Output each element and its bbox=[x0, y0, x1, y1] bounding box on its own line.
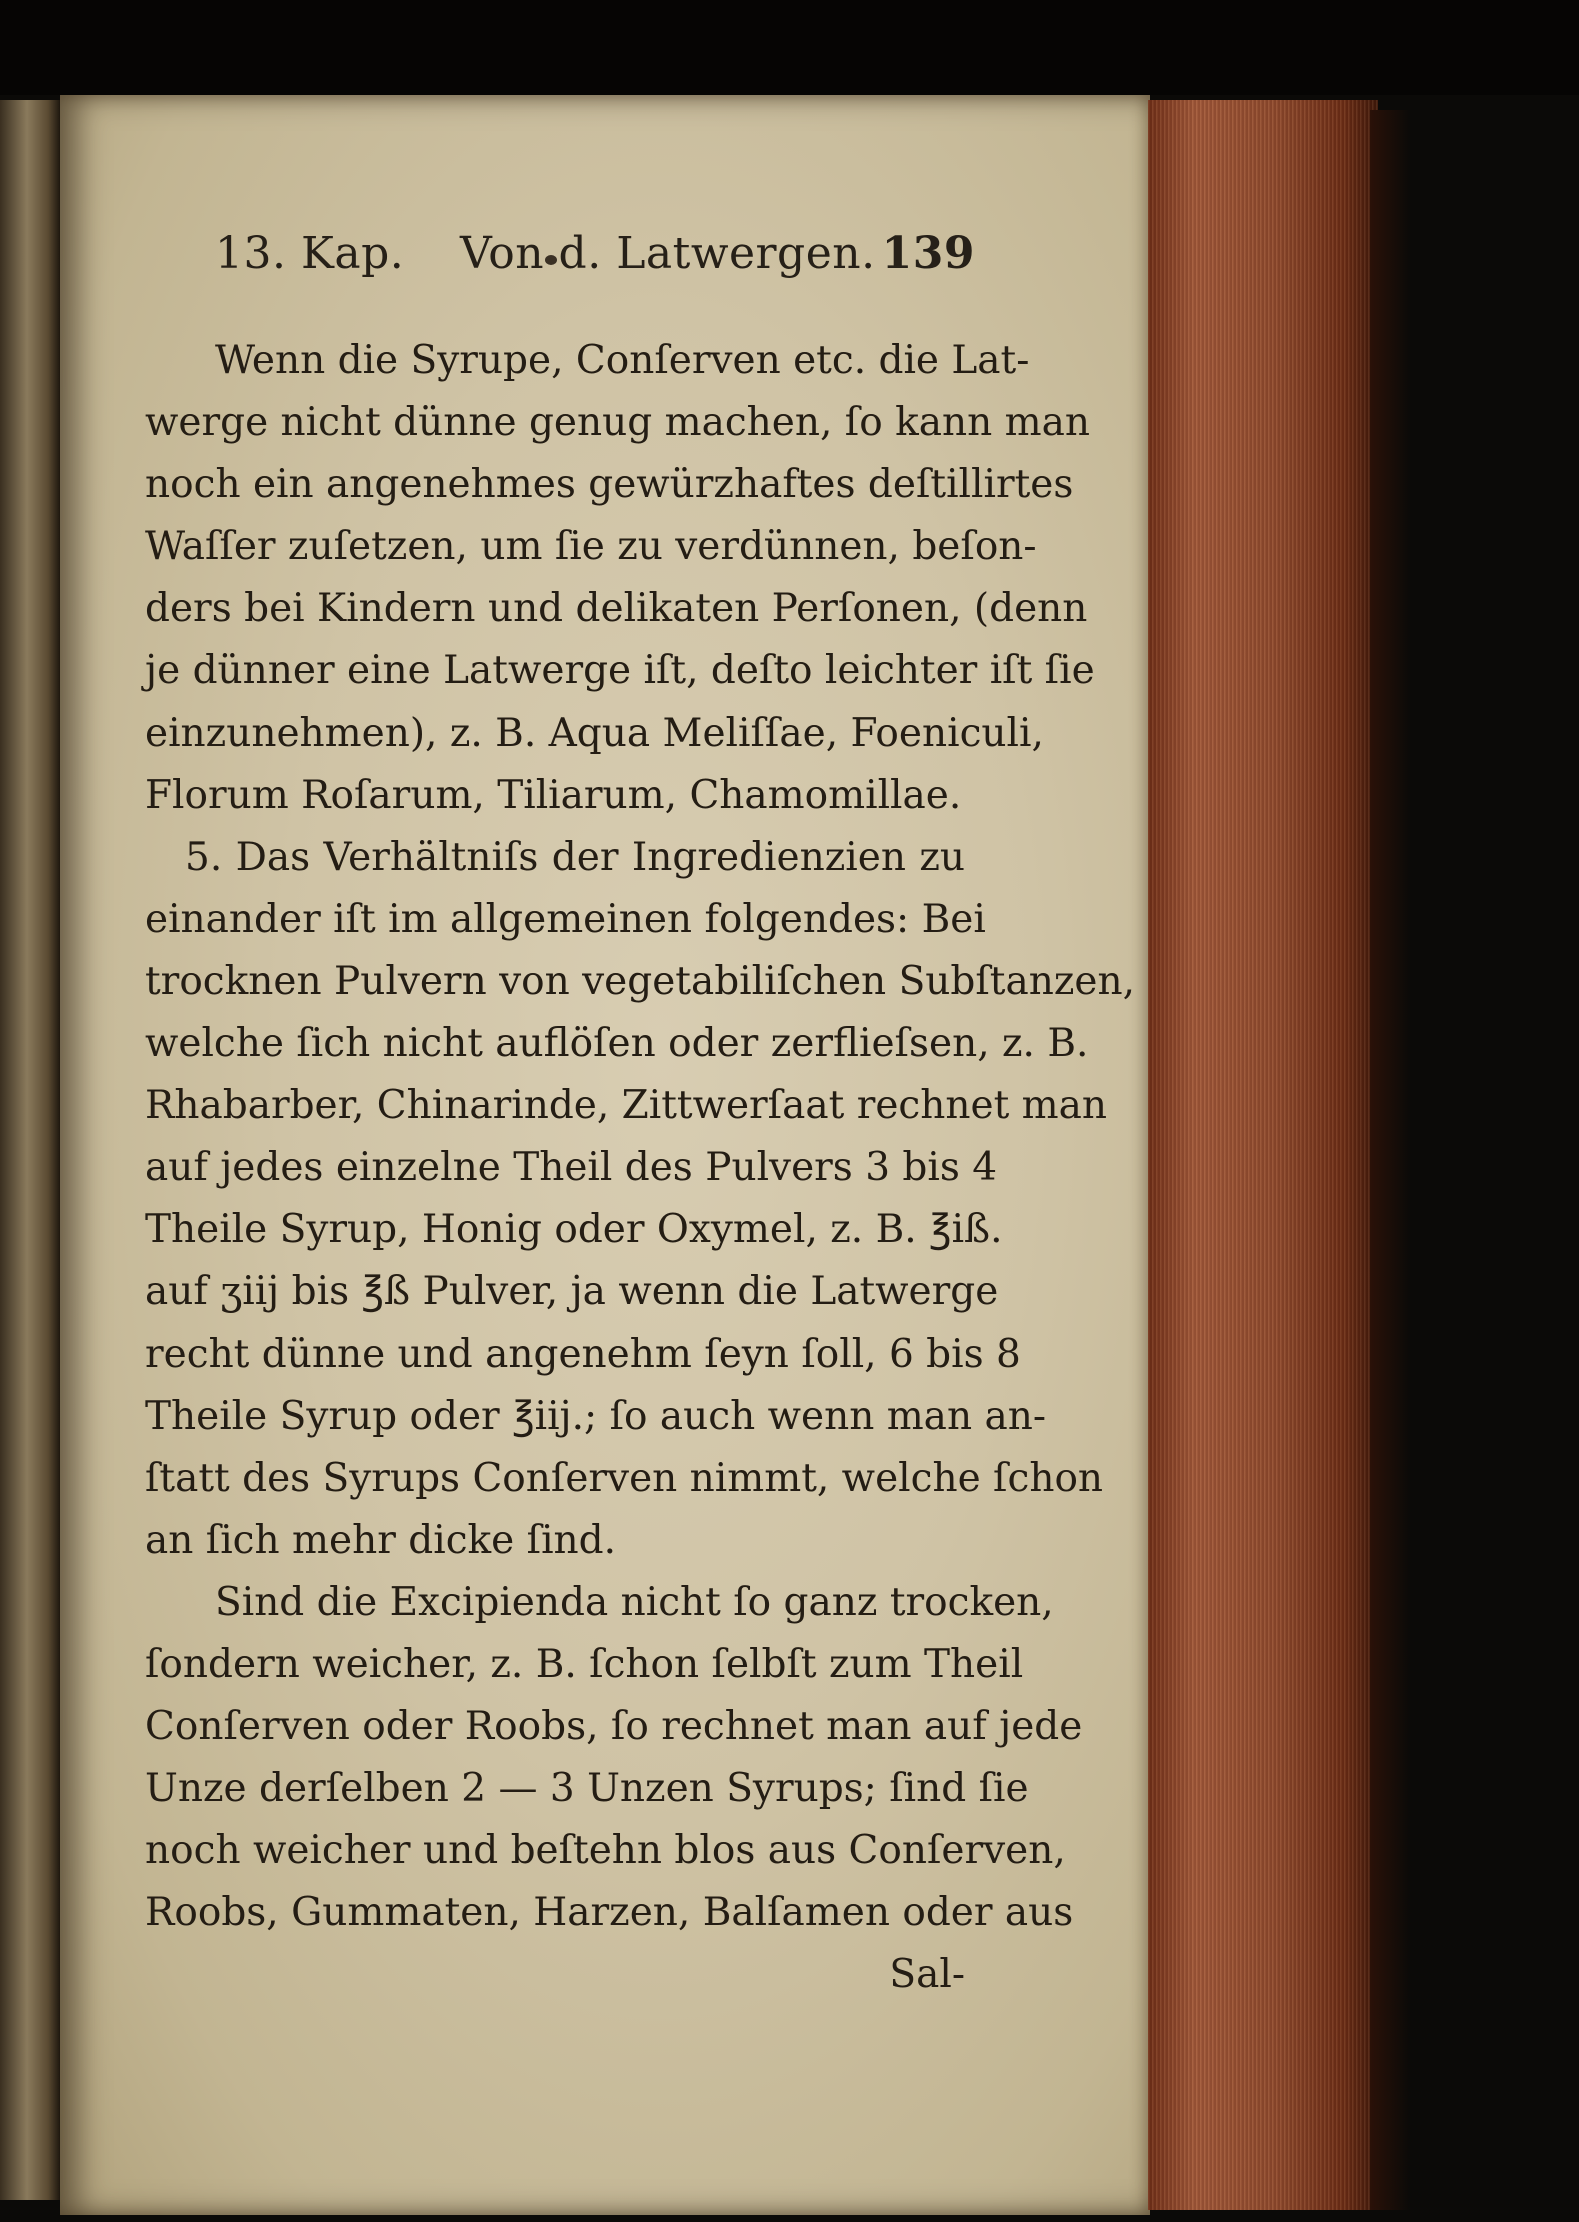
text-line: Conſerven oder Roobs, ſo rechnet man auf jede bbox=[145, 1704, 1083, 1750]
catchword: Sal- bbox=[889, 1952, 965, 1998]
text-line: an ſich mehr dicke ſind. bbox=[145, 1517, 617, 1563]
text-line: Unze derſelben 2 — 3 Unzen Syrups; ſind ſie bbox=[145, 1766, 1029, 1812]
scan-background bbox=[0, 0, 1579, 95]
text-line: einzunehmen), z. B. Aqua Meliſſae, Foeniculi, bbox=[145, 710, 1044, 756]
text-line: welche ſich nicht auflöſen oder zerflieſsen, z. B. bbox=[145, 1021, 1089, 1067]
body-text bbox=[145, 330, 1135, 2007]
text-line: ders bei Kindern und delikaten Perſonen, (denn bbox=[145, 586, 1088, 632]
text-line: trocknen Pulvern von vegetabiliſchen Subſtanzen, bbox=[145, 958, 1135, 1004]
text-line: recht dünne und angenehm ſeyn ſoll, 6 bis 8 bbox=[145, 1331, 1021, 1377]
running-header bbox=[215, 228, 975, 288]
text-line: ſondern weicher, z. B. ſchon ſelbſt zum Theil bbox=[145, 1641, 1024, 1687]
header-title: Von d. Latwergen. bbox=[460, 228, 876, 279]
text-line: Theile Syrup, Honig oder Oxymel, z. B. ℥iß. bbox=[145, 1207, 1003, 1253]
page-block-fore-edge bbox=[1148, 100, 1378, 2210]
chapter-label: 13. Kap. bbox=[215, 228, 405, 279]
facing-page-edge bbox=[0, 100, 60, 2200]
text-line: Rhabarber, Chinarinde, Zittwerſaat rechnet man bbox=[145, 1083, 1107, 1129]
text-line: auf jedes einzelne Theil des Pulvers 3 bis 4 bbox=[145, 1145, 998, 1191]
text-line: 5. Das Verhältniſs der Ingredienzien zu bbox=[185, 834, 965, 880]
edge-shadow bbox=[1370, 110, 1410, 2210]
text-line: Waſſer zuſetzen, um ſie zu verdünnen, beſon- bbox=[145, 524, 1037, 570]
text-line: einander iſt im allgemeinen folgendes: Bei bbox=[145, 896, 986, 942]
text-line: Theile Syrup oder ℥iij.; ſo auch wenn man an- bbox=[145, 1393, 1046, 1439]
text-line: noch weicher und beſtehn blos aus Conſerven, bbox=[145, 1828, 1066, 1874]
text-line: Roobs, Gummaten, Harzen, Balſamen oder aus bbox=[145, 1890, 1074, 1936]
text-line: Florum Roſarum, Tiliarum, Chamomillae. bbox=[145, 772, 962, 818]
text-line: je dünner eine Latwerge iſt, deſto leichter iſt ſie bbox=[145, 648, 1095, 694]
text-line: noch ein angenehmes gewürzhaftes deſtillirtes bbox=[145, 462, 1074, 508]
text-line: Wenn die Syrupe, Conſerven etc. die Lat- bbox=[215, 338, 1030, 383]
text-line: werge nicht dünne genug machen, ſo kann man bbox=[145, 400, 1090, 446]
text-line: ſtatt des Syrups Conſerven nimmt, welche ſchon bbox=[145, 1455, 1104, 1501]
text-line: auf ʒiij bis ℥ß Pulver, ja wenn die Latwerge bbox=[145, 1269, 999, 1315]
text-line: Sind die Excipienda nicht ſo ganz trocken, bbox=[215, 1579, 1054, 1625]
page-number: 139 bbox=[881, 228, 975, 279]
